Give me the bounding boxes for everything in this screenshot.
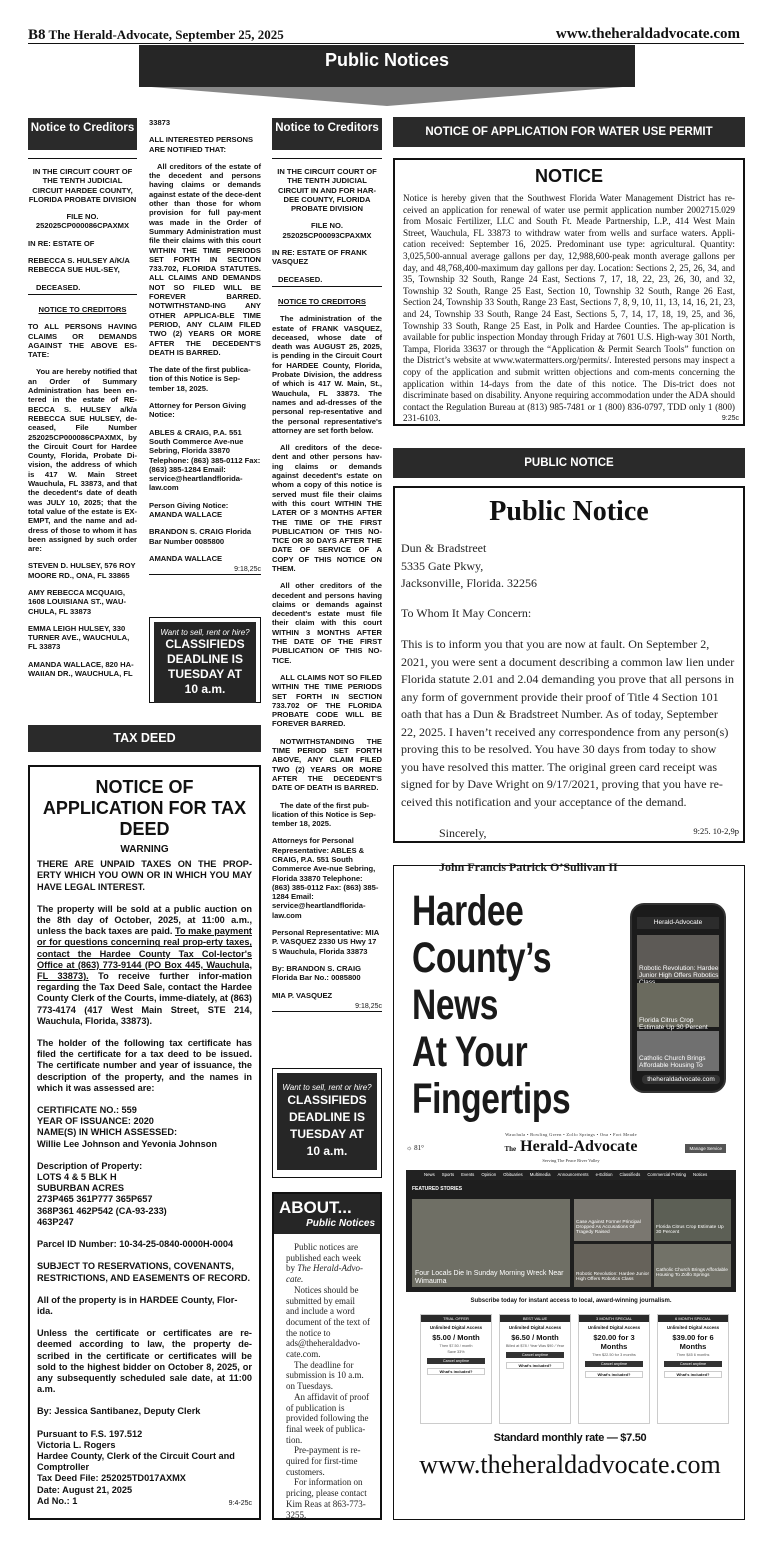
pricing-tier[interactable]	[657, 1314, 729, 1424]
site-nav-item[interactable]: Obituaries	[503, 1172, 523, 1177]
col1-name: REBECCA S. HULSEY A/K/A REBECCA SUE HUL-SEY,	[28, 256, 130, 275]
site-nav-item[interactable]: Sports	[441, 1172, 455, 1177]
col1-body: You are hereby notified that an Order of Summary Administration has been en-tered in the estate of RE-BECCA S. HULSEY a/k/a REBECCA SUE HULSEY, de-ceased, File Number 252025CP000086CPAXMX, by the Circuit Court for Hardee County, Florida, Probate Di-vision, the address of which is 417 W. Main Street Wauchula, FL 33873, and that the decedent's date of death was JULY 10, 2025; that the total value of the estate is EX-EMPT, and the name and ad-dress of those to whom it has been assigned by such order are:	[28, 367, 137, 554]
water-box	[393, 158, 745, 426]
phone-url: theheraldadvocate.com	[642, 1075, 720, 1084]
col3-p2: All creditors of the dece-dent and other persons hav-ing claims or demands against decedent's estate on whom a copy of this notice is served must file their claims with this court WITHIN THE LATER OF 3 MONTHS AFTER THE TIME OF THE FIRST PUBLICATION OF THIS NO-TICE OR 30 DAYS AFTER THE DATE OF SERVICE OF A COPY OF THIS NOTICE ON THEM.	[272, 443, 382, 573]
col2-all: ALL INTERESTED PERSONS ARE NOTIFIED THAT:	[149, 135, 254, 154]
about-p5: Pre-payment is re-quired for first-time customers.	[286, 1445, 361, 1477]
phone-logo: Herald-Advocate	[637, 917, 719, 929]
about-p6: For information on pricing, please contact Kim Reas at 863-773-3255.	[286, 1477, 367, 1520]
col1-court: IN THE CIRCUIT COURT OF THE TENTH JUDICIAL CIRCUIT HARDEE COUNTY, FLORIDA PROBATE DIVISION	[28, 167, 137, 204]
col1-header: Notice to Creditors	[28, 118, 137, 150]
about-p1a: Public notices are published each week by	[286, 1242, 361, 1274]
herald-ad[interactable]	[393, 865, 745, 1520]
water-ref: 9:25c	[721, 415, 739, 422]
site-nav-item[interactable]: News	[424, 1172, 435, 1177]
standard-rate: Standard monthly rate — $7.50	[493, 1432, 647, 1444]
story-d-photo	[654, 1244, 731, 1287]
col3-notice	[272, 158, 382, 1012]
classified-line3: TUESDAY AT	[167, 667, 242, 681]
taxdeed-rogers: Victoria L. Rogers	[37, 1439, 116, 1450]
public-title: Public Notice	[489, 496, 649, 527]
taxdeed-lots: LOTS 4 & 5 BLK H	[37, 1172, 117, 1183]
taxdeed-p1: THERE ARE UNPAID TAXES ON THE PROP-ERTY WHICH YOU OWN OR IN WHICH YOU MAY HAVE LEGAL INTEREST.	[37, 859, 252, 892]
col1-b3: EMMA LEIGH HULSEY, 330 TURNER AVE., WAUCHULA, FL 33873	[28, 623, 130, 652]
taxdeed-date: Date: August 21, 2025	[37, 1484, 133, 1495]
col2-notice	[149, 118, 261, 575]
col2-atty: Attorney for Person Giving Notice:	[149, 401, 247, 420]
col3-pr: Personal Representative: MIA P. VASQUEZ 2330 US Hwy 17 S Wauchula, Florida 33873	[272, 928, 379, 956]
taxdeed-pursuant: Pursuant to F.S. 197.512	[37, 1428, 143, 1439]
phone-caption-3: Catholic Church Brings Affordable Housing To	[639, 1055, 706, 1069]
page-title: Public Notices	[139, 45, 635, 87]
col2-date: The date of the first publica-tion of this Notice is Sep-tember 18, 2025.	[149, 365, 251, 393]
water-body: Notice is hereby given that the Southwest Florida Water Management District has re-ceived an application for renewal of water use permit application number 2002715.029 from Mosaic Fertilizer, LLC and South Ft. Meade Partnership, L.P., 414 West Main Street, Wauchula, FL 33873 to withdraw water from wells and surface waters. Appli-cation received: September 16, 2025. Predominant use type: agricultural. Quantity: 3,025,500-annual average gallons per day, 12,988,600-peak month average gallons per day, and 48,768,400-maximum day gallons per day. Location: Sections 2, 25, 26, 34, and 35, Township 32 South, Range 24 East, Sections 7, 17, 18, 22, 23, 26, 30, and 32, Township 32 South, Range 25 East, Section 10, Township 32 South, Range 26 East, Section 24, Township 33 South, Range 23 East, Sections 7, 8, 9, 10, 11, 13, 14, 16, 21, 23, and 24, Township 33 South, Range 24 East, Sections 5, 7, 14, 17, 18, 19, 25, and 36, Township 33 South, Range 25 East, in Polk and Hardee Counties. The ap-plication is available for public inspection Monday through Friday at 7601 U.S. High-way 301 North, Tampa, Florida 33637 or through the “Application & Permit Search Tools” function on the District’s website at www.watermatters.org/permits/. Interested persons may inspect a copy of the application and submit written objections and com-ments concerning the application within 14-days from the date of this notice. The Dis-trict does not discriminate based on disability. Anyone requiring accommodation under the ADA should contact the Regulation Bureau at (813) 985-7481 or 1 (800) 836-0797, TDD only 1 (800) 231-6103.	[403, 193, 735, 424]
public-signer: John Francis Patrick O’Sullivan II	[439, 859, 618, 874]
classified2-want: Want to sell, rent or hire?	[282, 1083, 372, 1092]
classified-want: Want to sell, rent or hire?	[160, 628, 250, 637]
site-nav-item[interactable]: Commercial Printing	[647, 1172, 686, 1177]
taxdeed-file: Tax Deed File: 252025TD017AXMX	[37, 1473, 186, 1484]
masthead-site[interactable]: www.theheraldadvocate.com	[555, 26, 740, 42]
ad-url[interactable]: www.theheraldadvocate.com	[419, 1450, 721, 1479]
pricing-tier[interactable]	[420, 1314, 492, 1424]
col1-notice	[28, 158, 137, 686]
about-title: ABOUT...	[279, 1198, 352, 1217]
tier-btn[interactable]: Cancel anytime	[585, 1361, 643, 1367]
col3-p6: The date of the first pub-lication of this Notice is Sep-tember 18, 2025.	[272, 800, 376, 829]
tier-note: Then $45 6 months	[676, 1353, 710, 1357]
col1-b2: AMY REBECCA MCQUAIG, 1608 LOUISIANA ST., WAU-CHULA, FL 33873	[28, 587, 127, 616]
phone-mockup	[630, 903, 726, 1093]
tier-btn[interactable]: Cancel anytime	[427, 1358, 485, 1364]
col2-pgn: Person Giving Notice: AMANDA WALLACE	[149, 500, 229, 519]
tier-access: Unlimited Digital Access	[429, 1325, 483, 1330]
tier-price: $5.00 / Month	[432, 1333, 480, 1342]
tier-note: Billed at $78 / Year Was $90 / Year	[505, 1344, 565, 1348]
col3-p3: All other creditors of the decedent and persons having claims or demands against decedent's estate must file their claim with this court WITHIN 3 MONTHS AFTER THE DATE OF THE FIRST PUBLICATION OF THIS NO-TICE.	[272, 581, 382, 665]
col3-court: IN THE CIRCUIT COURT OF THE TENTH JUDICIAL CIRCUIT IN AND FOR HAR-DEE COUNTY, FLORIDA PROBATE DIVISION	[277, 167, 377, 214]
pricing-tier[interactable]	[578, 1314, 650, 1424]
site-nav-item[interactable]: e-Edition	[595, 1172, 613, 1177]
classified-ad-2[interactable]	[272, 1068, 382, 1178]
taxdeed-refs2: 368P361 462P542 (CA-93-233)	[37, 1205, 167, 1216]
taxdeed-unless: Unless the certificate or certificates are re-deemed according to law, the property de-scribed in the certificate or certificates will be sold to the highest bidder on October 8, 2025, or any subsequently scheduled sale date, at 11:00 a.m.	[37, 1328, 252, 1395]
tier-price: $6.50 / Month	[511, 1333, 559, 1342]
page-number: B8	[28, 27, 46, 43]
col3-p4: ALL CLAIMS NOT SO FILED WITHIN THE TIME PERIODS SET FORTH IN SECTION 733.702 OF THE FLORIDA PROBATE CODE WILL BE FOREVER BARRED.	[272, 672, 382, 729]
masthead-left	[28, 27, 284, 44]
ad-h1: Hardee	[412, 887, 524, 935]
paper-dateline: The Herald-Advocate, September 25, 2025	[48, 27, 284, 42]
col3-atty: Attorneys for Personal Representative: ABLES & CRAIG, P.A. 551 South Commerce Ave-nue Sebring, Florida 33870 Telephone: (863) 385-0112 Fax: (863) 385-1284 Email: service@heartlandflorida-law.com	[272, 836, 379, 920]
classified-line1: CLASSIFIEDS	[165, 637, 245, 651]
tier-tag: BEST VALUE	[500, 1315, 570, 1322]
taxdeed-by: By: Jessica Santibanez, Deputy Clerk	[37, 1406, 201, 1417]
tier-access: Unlimited Digital Access	[666, 1325, 720, 1330]
col3-nt: NOTICE TO CREDITORS	[278, 296, 366, 306]
pricing-tiers	[420, 1314, 730, 1426]
about-p4: An affidavit of proof of publication is provided following the final week of publica-tion.	[286, 1391, 370, 1445]
site-towns: Wauchula • Bowling Green • Zolfo Springs • Ona • Fort Meade	[505, 1132, 637, 1137]
ad-h3: News	[412, 981, 499, 1029]
tier-tag: 6 MONTH SPECIAL	[658, 1315, 728, 1322]
classified2-line1: CLASSIFIEDS	[287, 1093, 367, 1107]
taxdeed-ad: Ad No.: 1	[37, 1495, 78, 1506]
tier-note: Then $22.50 for 3 months	[592, 1353, 636, 1357]
about-p2: Notices should be submitted by email and include a word document of the text of the notice to ads@theheraldadvo-cate.com.	[286, 1284, 370, 1360]
site-nav-item[interactable]: Opinion	[481, 1172, 497, 1177]
taxdeed-parcel: Parcel ID Number: 10-34-25-0840-0000H-0004	[37, 1239, 234, 1250]
public-addr1: Dun & Bradstreet	[401, 541, 487, 555]
taxdeed-ref: 9:4-25c	[228, 1499, 252, 1507]
col1-file: FILE NO. 252025CP000086CPAXMX	[35, 212, 130, 231]
taxdeed-year: YEAR OF ISSUANCE: 2020	[37, 1116, 154, 1127]
taxdeed-cert-block	[37, 1105, 252, 1150]
classified2-line3: TUESDAY AT	[289, 1127, 364, 1141]
taxdeed-owners: Willie Lee Johnson and Yevonia Johnson	[37, 1138, 217, 1149]
tier-tag: TRIAL OFFER	[421, 1315, 491, 1322]
site-nav-item[interactable]: Events	[461, 1172, 475, 1177]
public-greet: To Whom It May Concern:	[401, 605, 532, 620]
tier-save: Save 33%	[447, 1350, 465, 1354]
public-box	[393, 486, 745, 874]
about-sub: Public Notices	[306, 1218, 375, 1229]
story-c-title[interactable]: Robotic Revolution: Hardee Junior High Offers Robotics Class	[576, 1272, 650, 1282]
taxdeed-p2b: To receive further infor-mation regarding the Tax Deed Sale, contact the Hardee County Clerk of the Courts, imme-diately, at (863) 773-4174 (417 West Main Street, STE 214, Wauchula, Florida, 33873).	[37, 971, 252, 1026]
tier-note: Then $7.50 / month	[439, 1344, 473, 1348]
about-p3: The deadline for submission is 10 a.m. on Tuesdays.	[286, 1359, 364, 1392]
site-nav-item[interactable]: Multimedia	[529, 1172, 551, 1177]
classified2-line4: 10 a.m.	[306, 1144, 348, 1158]
banner-arrow	[139, 86, 635, 106]
public-addr2: 5335 Gate Pkwy,	[401, 558, 484, 573]
tier-btn[interactable]: Cancel anytime	[664, 1361, 722, 1367]
masthead-rule	[28, 43, 744, 44]
phone-caption-2: Florida Citrus Crop Estimate Up 30 Percent	[639, 1017, 708, 1031]
tier-access: Unlimited Digital Access	[508, 1325, 562, 1330]
site-logo: Herald-Advocate	[520, 1138, 638, 1155]
col2-ref: 9:18,25c	[234, 566, 261, 574]
taxdeed-box	[28, 765, 261, 1520]
col3-deceased: DECEASED.	[278, 274, 323, 284]
taxdeed-all: All of the property is in HARDEE County, Flor-ida.	[37, 1294, 238, 1316]
story-d-title[interactable]: Catholic Church Brings Affordable Housing To Zolfo Springs	[656, 1268, 728, 1278]
taxdeed-title: NOTICE OF APPLICATION FOR TAX DEED	[42, 777, 247, 839]
subscribe-line: Subscribe today for instant access to local, award-winning journalism.	[470, 1298, 672, 1304]
tier-btn[interactable]: Cancel anytime	[506, 1352, 564, 1358]
tier-wi: What's included?	[664, 1371, 722, 1378]
featured-label: FEATURED STORIES	[412, 1186, 463, 1192]
taxdeed-p2	[37, 904, 252, 1027]
taxdeed-sig-block	[37, 1429, 252, 1507]
site-nav	[406, 1170, 736, 1180]
taxdeed-names: NAME(S) IN WHICH ASSESSED:	[37, 1127, 178, 1138]
taxdeed-desc-block	[37, 1161, 252, 1228]
story-main-title[interactable]: Four Locals Die In Sunday Morning Wreck Near Wimauma	[415, 1270, 564, 1285]
public-ref: 9:25. 10-2,9p	[693, 826, 739, 836]
col3-p5: NOTWITHSTANDING THE TIME PERIOD SET FORTH ABOVE, ANY CLAIM FILED TWO (2) YEARS OR MORE AFTER THE DECEDENT'S DATE OF DEATH IS BARRED.	[272, 736, 382, 793]
col1-deceased: DECEASED.	[36, 282, 81, 292]
col3-ref: 9:18,25c	[355, 1002, 382, 1010]
phone-caption-1: Robotic Revolution: Hardee Junior High Offers Robotics	[639, 965, 719, 979]
col3-by: By: BRANDON S. CRAIG Florida Bar No.: 0085800	[272, 963, 362, 983]
story-b-title[interactable]: Florida Citrus Crop Estimate Up 30 Percent	[656, 1225, 724, 1235]
taxdeed-warning: WARNING	[120, 844, 169, 855]
col3-header: Notice to Creditors	[272, 118, 382, 150]
tier-tag: 3 MONTH SPECIAL	[579, 1315, 649, 1322]
tier-access: Unlimited Digital Access	[587, 1325, 641, 1330]
taxdeed-cert: CERTIFICATE NO.: 559	[37, 1105, 137, 1116]
tier-wi: What's included?	[585, 1371, 643, 1378]
col1-b1: STEVEN D. HULSEY, 576 ROY MOORE RD., ONA, FL 33865	[28, 561, 136, 580]
public-body: This is to inform you that you are now at fault. On September 2, 2021, you were sent a document describing a common law lien under Florida statute 2.01 and 2.04 demanding you prove that all persons in any form of government provide their proof of Title 4 Section 101 oath that has a Dun & Bradstreet Number. As of today, September 22, 2025. I haven’t received any correspondence from any person(s) proving this to be resolved. You have 30 days from today to show you have resolved this matter. The original green card receipt was signed for by Dave Wright on 9/17/2021, proving that you have re-ceived this notification and your acceptance of the demand.	[401, 637, 735, 809]
col2-body: All creditors of the estate of the decedent and persons having claims or demands against estate of the dece-dent other than those for whom provision for full pay-ment was made in the Order of Summary Administration must file their claims with this court WITHIN THE TIME PERIODS SET FORTH IN SECTION 733.702, FLORIDA STATUTES. ALL CLAIMS AND DEMANDS NOT SO FILED WILL BE FOREVER BARRED. NOTWITHSTAND-ING ANY OTHER APPLICA-BLE TIME PERIOD, ANY CLAIM FILED TWO (2) YEARS OR MORE AFTER THE DECEDENT'S DEATH IS BARRED.	[149, 161, 261, 357]
col1-nt: NOTICE TO CREDITORS	[38, 304, 127, 314]
classified-line2: DEADLINE IS	[166, 652, 243, 666]
taxdeed-subject: SUBJECT TO RESERVATIONS, COVENANTS, RESTRICTIONS, AND EASEMENTS OF RECORD.	[37, 1261, 251, 1283]
taxdeed-p2u: To make payment or for questions concerning real prop-erty taxes, contact the Hardee County Tax Col-lector's Office at (863) 773-9144 (PO Box 445, Wauchula, FL 33873).	[37, 926, 252, 982]
story-a-title[interactable]: Case Against Former Principal Dropped As Accusations Of Tragedy Raised	[576, 1220, 641, 1235]
site-nav-item[interactable]: Announcements	[557, 1172, 589, 1177]
col2-zip: 33873	[149, 118, 171, 127]
sun-icon: ☼	[406, 1144, 413, 1152]
classified-line4: 10 a.m.	[184, 682, 226, 696]
taxdeed-p2a: The property will be sold at a public auction on the 8th day of October, 2025, at 11:00 a.m., unless the back taxes are paid.	[37, 903, 252, 937]
ad-h4: At Your	[412, 1028, 528, 1076]
col3-p1: The administration of the estate of FRANK VASQUEZ, deceased, whose date of death was AUGUST 25, 2025, is pending in the Circuit Court for HARDEE County, Florida, Probate Division, the address of which is 417 W. Main, St., Wauchula, FL 33873. The names and ad-dresses of the personal rep-resentative and the personal representative's attorney are set forth below.	[272, 314, 382, 435]
site-featured	[406, 1180, 736, 1292]
col2-craig: BRANDON S. CRAIG Florida Bar Number 0085800	[149, 527, 252, 546]
col3-re: IN RE: ESTATE OF FRANK VASQUEZ	[272, 248, 368, 267]
public-header: PUBLIC NOTICE	[393, 448, 745, 478]
tier-price: $20.00 for 3 Months	[593, 1333, 635, 1351]
tier-wi: What's included?	[427, 1368, 485, 1375]
col3-file: FILE NO. 252025CP00093CPAXMX	[282, 221, 372, 240]
water-header: NOTICE OF APPLICATION FOR WATER USE PERMIT	[393, 117, 745, 147]
tier-price: $39.00 for 6 Months	[672, 1333, 714, 1351]
taxdeed-p3: The holder of the following tax certificate has filed the certificate for a tax deed to be issued. The certificate number and year of issuance, the description of the property, and the names in which it was assessed are:	[37, 1038, 252, 1093]
site-temp	[406, 1144, 424, 1152]
taxdeed-refs3: 463P247	[37, 1216, 74, 1227]
public-sincerely: Sincerely,	[439, 826, 487, 840]
col2-aw: AMANDA WALLACE	[149, 553, 223, 563]
site-manage-button[interactable]: Manage Service	[685, 1144, 726, 1153]
site-tag: Serving The Peace River Valley	[542, 1158, 600, 1163]
col2-firm: ABLES & CRAIG, P.A. 551 South Commerce Ave-nue Sebring, Florida 33870 Telephone: (863) 385-0112 Fax: (863) 385-1284 Email: service@heartlandflorida-law.com	[149, 427, 261, 493]
tier-wi: What's included?	[506, 1362, 564, 1369]
taxdeed-clerk: Hardee County, Clerk of the Circuit Court and Comptroller	[37, 1450, 235, 1473]
site-temp-value: 81°	[414, 1144, 424, 1152]
water-title: NOTICE	[534, 166, 603, 186]
taxdeed-refs1: 273P465 361P777 365P657	[37, 1194, 153, 1205]
site-the: The	[504, 1145, 517, 1153]
classified2-line2: DEADLINE IS	[288, 1110, 365, 1124]
taxdeed-desc: Description of Property:	[37, 1160, 143, 1171]
site-nav-item[interactable]: Notices	[693, 1172, 708, 1177]
col3-mia: MIA P. VASQUEZ	[272, 990, 333, 1000]
about-p1i: The Herald-Advo-cate.	[286, 1263, 363, 1285]
col1-re: IN RE: ESTATE OF	[28, 238, 95, 248]
ad-h5: Fingertips	[412, 1075, 571, 1123]
about-box	[272, 1192, 382, 1520]
taxdeed-header: TAX DEED	[28, 725, 261, 752]
taxdeed-sub: SUBURBAN ACRES	[37, 1183, 124, 1194]
col1-to: TO ALL PERSONS HAVING CLAIMS OR DEMANDS AGAINST THE ABOVE ES-TATE:	[28, 322, 137, 360]
site-nav-item[interactable]: Classifieds	[619, 1172, 641, 1177]
col1-b4: AMANDA WALLACE, 820 HA-WAIIAN DR., WAUCHULA, FL	[28, 659, 134, 679]
ad-h2: County’s	[412, 934, 552, 982]
public-addr3: Jacksonville, Florida. 32256	[401, 576, 537, 590]
classified-ad-1[interactable]	[149, 617, 261, 703]
pricing-tier[interactable]	[499, 1314, 571, 1424]
